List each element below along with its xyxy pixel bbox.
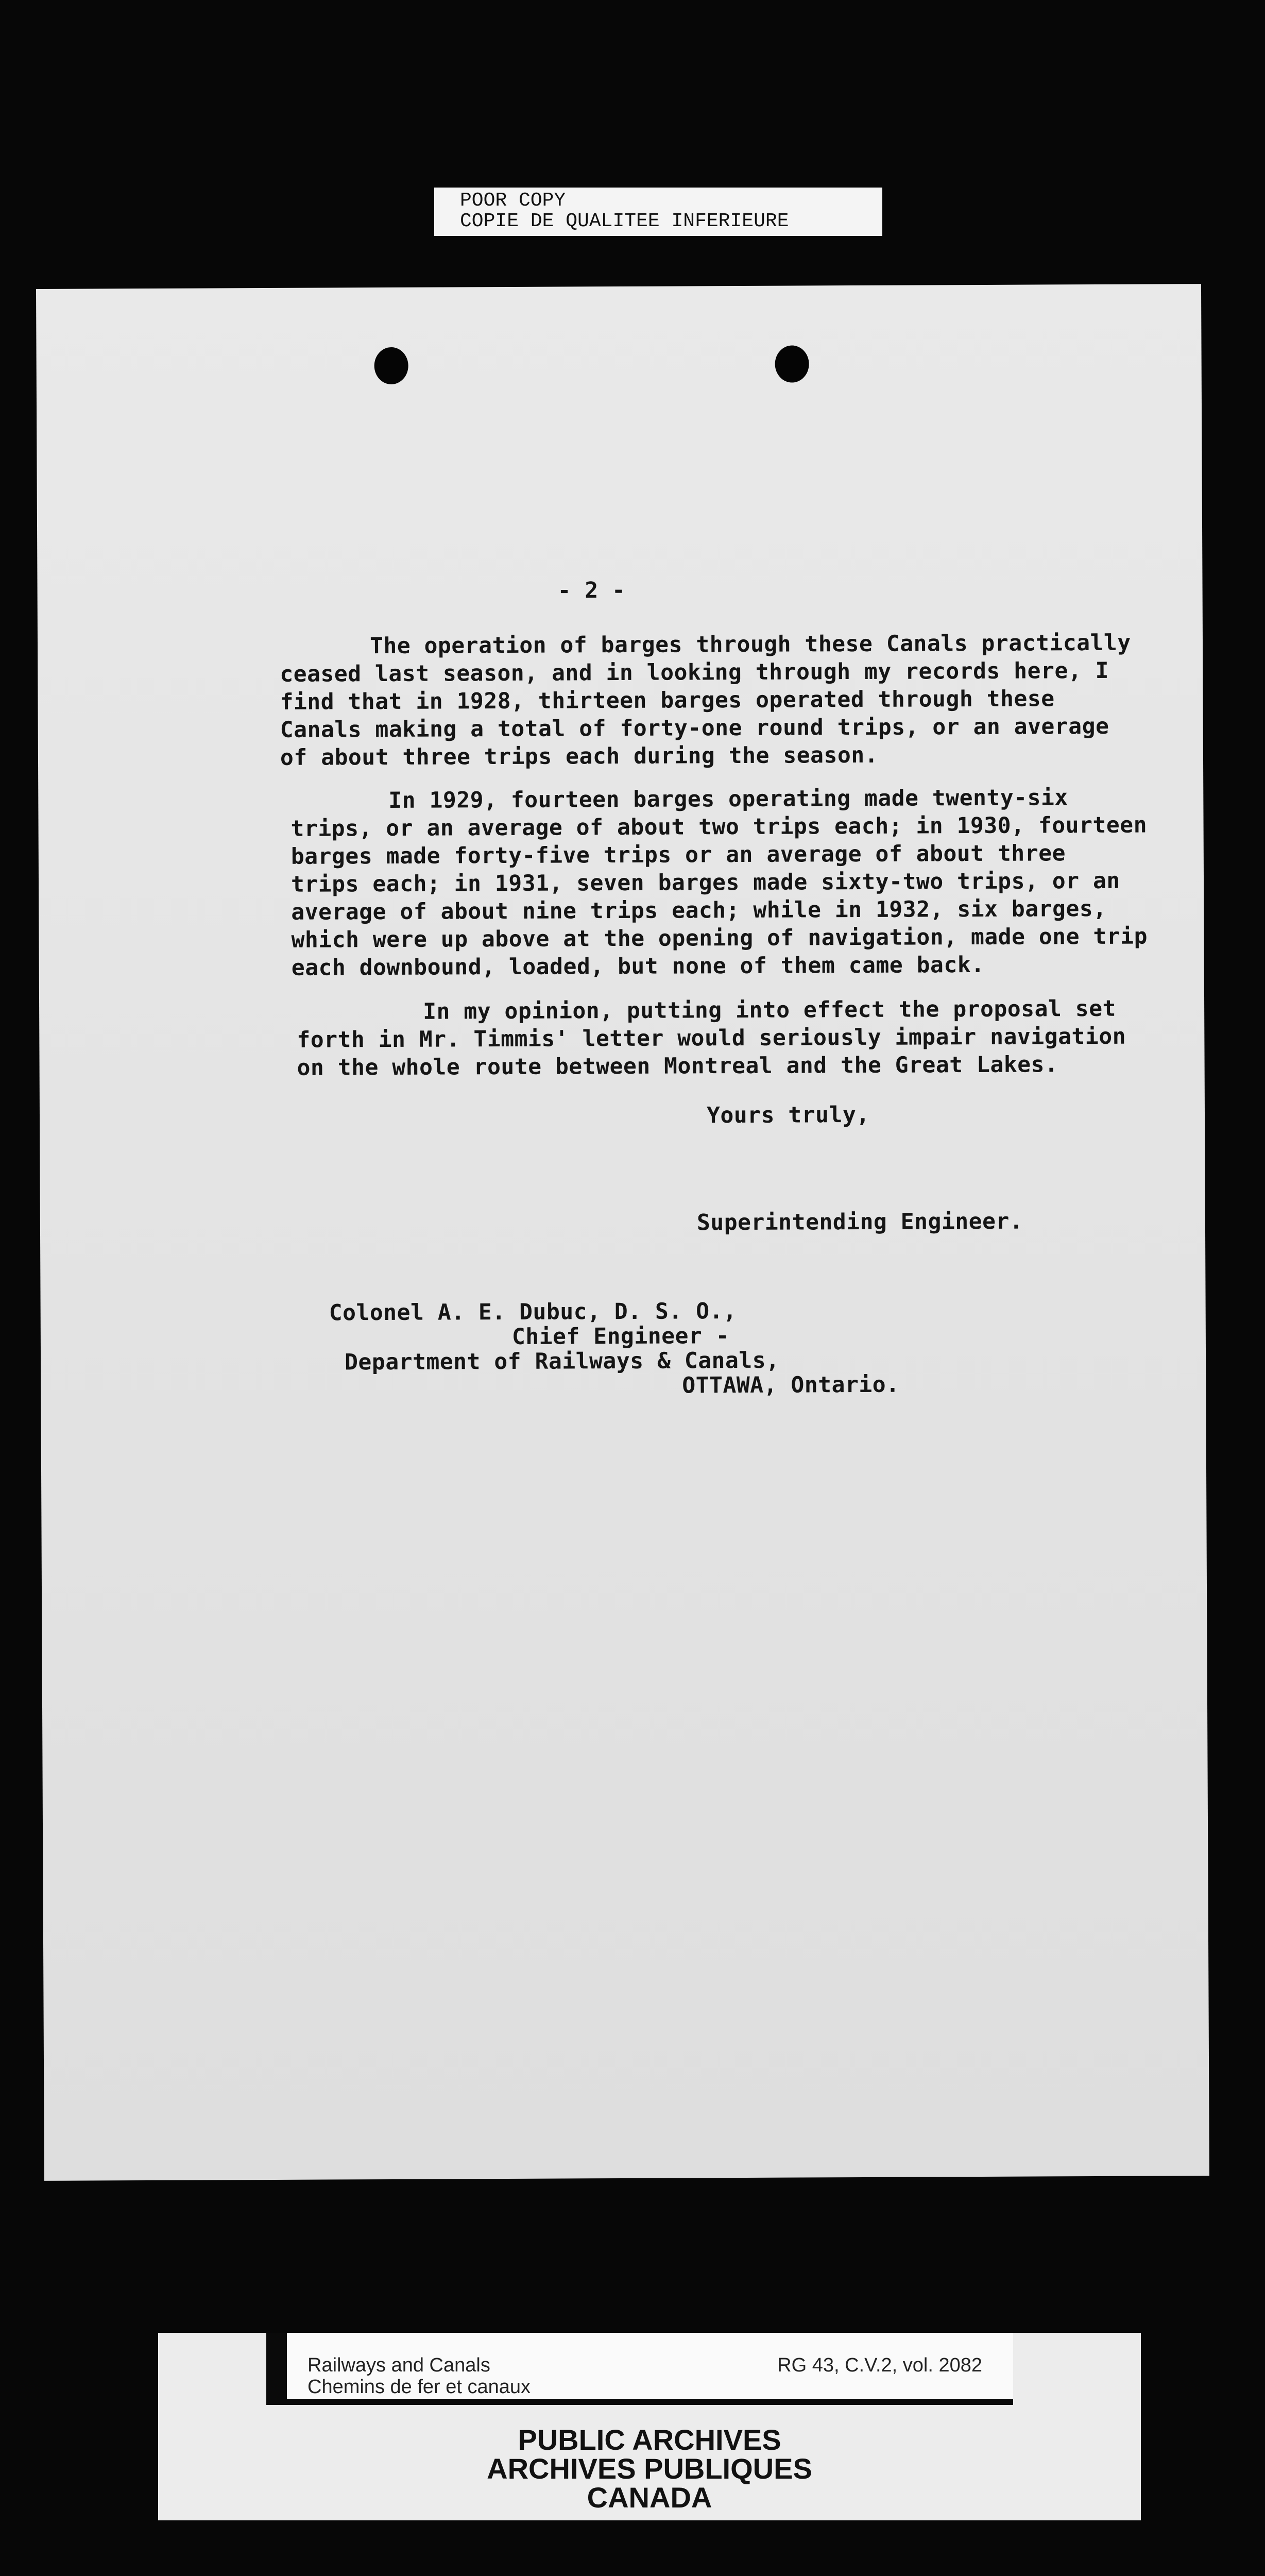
poor-copy-label: POOR COPY — [460, 190, 566, 212]
address-line: Chief Engineer - — [511, 1323, 730, 1350]
paragraph-line: average of about nine trips each; while in 1932, six barges, — [291, 895, 1107, 925]
archival-reference: RG 43, C.V.2, vol. 2082 — [777, 2354, 982, 2376]
archives-footer — [158, 2333, 1141, 2520]
address-line: OTTAWA, Ontario. — [682, 1371, 900, 1399]
address-line: Department of Railways & Canals, — [344, 1347, 780, 1376]
document-page — [36, 284, 1209, 2181]
closing: Yours truly, — [706, 1101, 870, 1129]
signature-title: Superintending Engineer. — [696, 1208, 1023, 1236]
archives-title-en: PUBLIC ARCHIVES — [518, 2424, 781, 2456]
paragraph-line: forth in Mr. Timmis' letter would seriously impair navigation — [297, 1023, 1126, 1053]
paragraph-line: which were up above at the opening of navigation, made one trip — [291, 923, 1148, 953]
paragraph-line: of about three trips each during the season. — [280, 742, 879, 771]
archives-country: CANADA — [587, 2481, 712, 2514]
paragraph-line: find that in 1928, thirteen barges operated through these — [280, 686, 1055, 715]
fund-name-fr: Chemins de fer et canaux — [307, 2376, 531, 2398]
paragraph-line: each downbound, loaded, but none of them came back. — [291, 952, 985, 981]
poor-copy-stamp — [434, 188, 882, 236]
letter-body — [36, 284, 1209, 2181]
paragraph-line: trips, or an average of about two trips each; in 1930, fourteen — [290, 812, 1148, 842]
paragraph-line: The operation of barges through these Canals practically — [369, 630, 1131, 659]
fund-name-en: Railways and Canals — [307, 2354, 490, 2376]
reference-card — [287, 2333, 1013, 2399]
paragraph-line: ceased last season, and in looking through my records here, I — [280, 657, 1109, 687]
paragraph-line: trips each; in 1931, seven barges made sixty-two trips, or an — [290, 868, 1120, 897]
paragraph-line: Canals making a total of forty-one round trips, or an average — [280, 713, 1109, 743]
archives-title-fr: ARCHIVES PUBLIQUES — [487, 2452, 812, 2485]
page-number: - 2 - — [557, 577, 626, 604]
poor-copy-label-fr: COPIE DE QUALITEE INFERIEURE — [460, 210, 789, 232]
paragraph-line: In 1929, fourteen barges operating made twenty-six — [388, 785, 1068, 814]
address-line: Colonel A. E. Dubuc, D. S. O., — [329, 1298, 737, 1326]
paragraph-line: on the whole route between Montreal and the Great Lakes. — [297, 1052, 1058, 1081]
paragraph-line: barges made forty-five trips or an average of about three — [290, 840, 1066, 870]
paragraph-line: In my opinion, putting into effect the proposal set — [423, 995, 1117, 1025]
